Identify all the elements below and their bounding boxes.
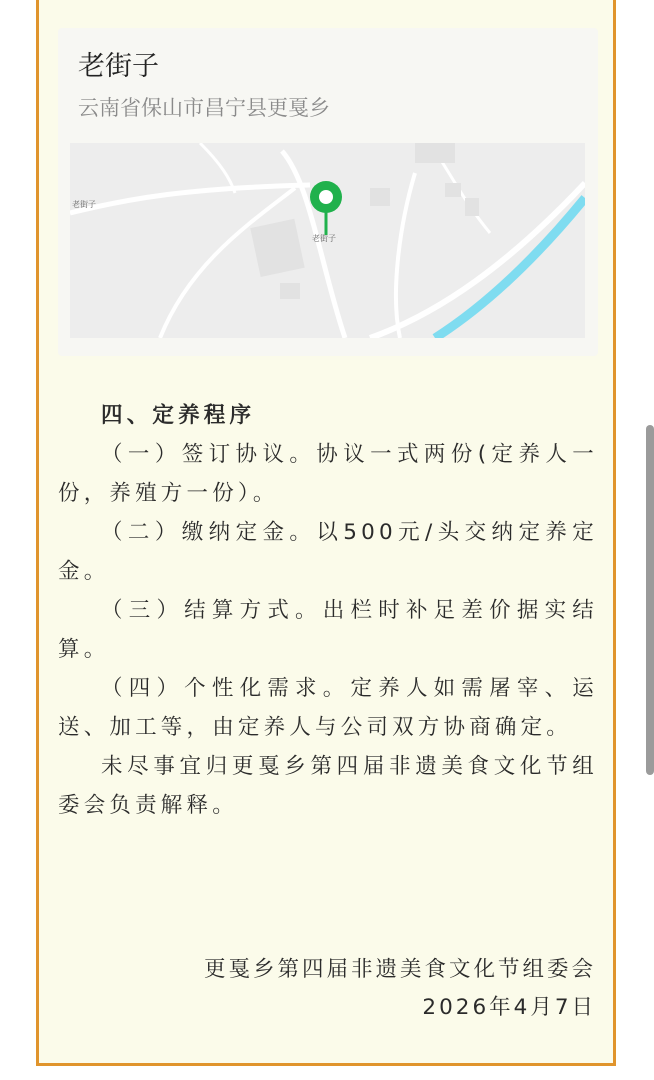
watermark-mark (500, 1046, 620, 1068)
signature-date: 2026年4月7日 (422, 995, 596, 1020)
map-graphic (70, 143, 585, 338)
map-building (415, 143, 455, 163)
map-building (465, 198, 479, 216)
paragraph: 未尽事宜归更戛乡第四届非遗美食文化节组委会负责解释。 (58, 754, 598, 818)
scrollbar[interactable] (646, 425, 654, 775)
location-map[interactable] (70, 143, 585, 338)
signature-organization: 更戛乡第四届非遗美食文化节组委会 (203, 957, 596, 982)
map-side-label: 老街子 (72, 200, 96, 209)
paragraph: （一）签订协议。协议一式两份(定养人一份，养殖方一份）。 (58, 442, 598, 506)
location-name: 老街子 (78, 51, 159, 82)
section-heading: 四、定养程序 (101, 403, 256, 428)
paragraph: （三）结算方式。出栏时补足差价据实结算。 (58, 598, 598, 662)
map-pin-label: 老街子 (312, 234, 336, 243)
paragraph: （二）缴纳定金。以500元/头交纳定养定金。 (58, 520, 598, 584)
map-building (280, 283, 300, 299)
location-address: 云南省保山市昌宁县更戛乡 (78, 96, 330, 120)
paragraph: （四）个性化需求。定养人如需屠宰、运送、加工等，由定养人与公司双方协商确定。 (58, 676, 598, 740)
map-building (445, 183, 461, 197)
map-building (370, 188, 390, 206)
article-body (58, 396, 598, 825)
location-card[interactable] (58, 28, 598, 356)
